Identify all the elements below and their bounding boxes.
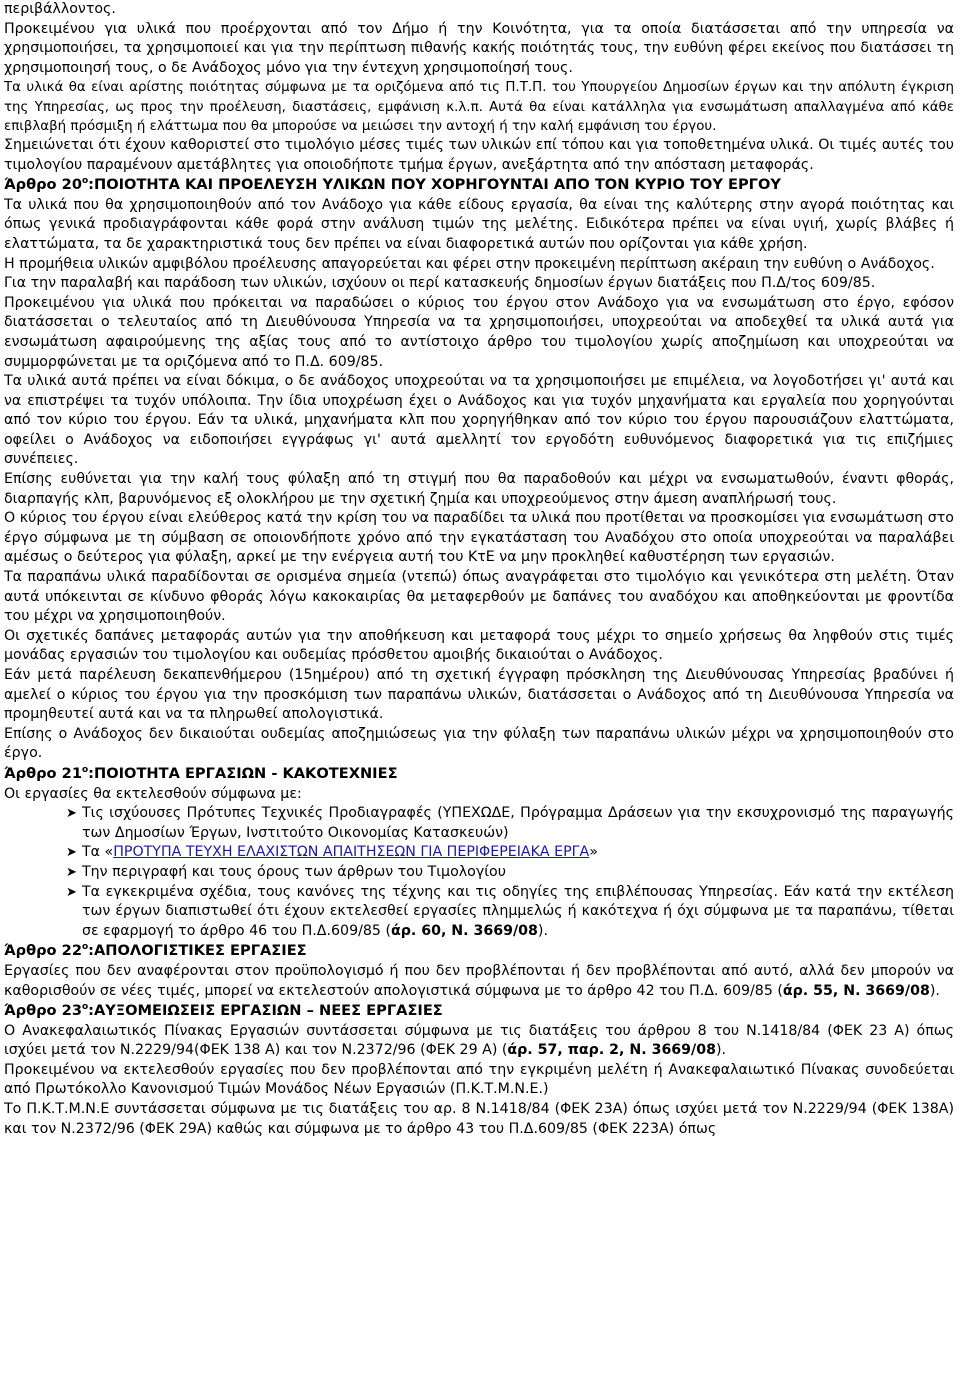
article-20-paragraph: Ο κύριος του έργου είναι ελεύθερος κατά την κρίση του να παραδίδει τα υλικά που προτίθεται να προσκομίσει για ενσωμάτωση στο έργο σύμφωνα με τη σύμβαση σε οποιονδήποτε χρόνο από την εγκατάσταση του Αναδόχου στο οποία υποχρεούται να παραλάβει αμέσως ο δεύτερος για φύλαξη, αρκεί με την ενέργεια αυτή του ΚτΕ να μην προκληθεί καθυστέρηση των εργασιών. (4, 510, 954, 566)
article-22-heading: Άρθρο $22^o:A\Pi O\Lambda O\Gamma I\Sigma TIKE\Sigma$ ΕΡΓΑΣΙΕΣ (4, 942, 307, 960)
article-20-paragraph: Τα παραπάνω υλικά παραδίδονται σε ορισμένα σημεία (ντεπώ) όπως αναγράφεται στο τιμολόγιο και γενικότερα στη μελέτη. Όταν αυτά υπόκεινται σε κίνδυνο φθοράς λόγω κακοκαιρίας θα μεταφερθούν με δαπάνες του αναδόχου και αποθηκεύονται με φροντίδα του μέχρι να χρησιμοποιηθούν. (4, 569, 954, 625)
paragraph-price-note: Σημειώνεται ότι έχουν καθοριστεί στο τιμολόγιο μέσες τιμές των υλικών επί τόπου και για τοποθετημένα υλικά. Οι τιμές αυτές του τιμολογίου παραμένουν αμετάβλητες για οποιοδήποτε τμήμα έργων, ανεξάρτητα από την απόσταση μεταφοράς. (4, 136, 954, 173)
article-20-paragraph: Τα υλικά αυτά πρέπει να είναι δόκιμα, ο δε ανάδοχος υποχρεούται να τα χρησιμοποιήσει με επιμέλεια, να λογοδοτήσει γι' αυτά και να επιστρέψει τα τυχόν υπόλοιπα. Την ίδια υποχρέωση έχει ο Ανάδοχος και για τυχόν μηχανήματα και εργαλεία που χορηγούνται από τον κύριο του έργου. Εάν τα υλικά, μηχανήματα κλπ που χορηγήθηκαν από τον κύριο του έργου παρουσιάζουν ελαττώματα, οφείλει ο Ανάδοχος να ειδοποιήσει εγγράφως γι' αυτά αμελλητί τον εργοδότη ευθυνόμενος διαφορετικά για τις επιζήμιες συνέπειες. (4, 373, 954, 468)
arrow-bullet-icon: ➤ (66, 845, 77, 861)
article-21-heading: Άρθρο $21^o:\Pi OIOTHTA$ ΕΡΓΑΣΙΩΝ - ΚΑΚΟΤΕΧΝΙΕΣ (4, 764, 398, 782)
article-22-paragraph: Εργασίες που δεν αναφέρονται στον προϋπολογισμό ή που δεν προβλέπονται ή δεν προβλέπονται από αυτό, αλλά δεν μπορούν να καθορισθούν σε νέες τιμές, μπορεί να εκτελεστούν απολογιστικά σύμφωνα με το άρθρο 42 του Π.Δ. 609/85 (άρ. 55, Ν. 3669/08). (4, 962, 954, 999)
article-20-paragraph: Οι σχετικές δαπάνες μεταφοράς αυτών για την αποθήκευση και μεταφορά τους μέχρι το σημείο χρήσεως θα ληφθούν στις τιμές μονάδας εργασιών του τιμολογίου και ουδεμίας πρόσθετου αμοιβής δικαιούται ο Ανάδοχος. (4, 627, 954, 664)
paragraph-material-quality: Τα υλικά θα είναι αρίστης ποιότητας σύμφωνα με τα οριζόμενα από τις Π.Τ.Π. του Υπουργείου Δημοσίων έργων και την απόλυτη έγκριση της Υπηρεσίας, ως προς την προέλευση, διαστάσεις, εμφάνιση κ.λ.π. Αυτά θα είναι κατάλληλα για ενσωμάτωση απαλλαγμένα από κάθε επιβλαβή πρόσμιξη ή ελάττωμα που θα μπορούσε να μειώσει την αντοχή ή την καλή εμφάνιση του έργου. (4, 80, 954, 134)
list-item: ➤ Τα «ΠΡΟΤΥΠΑ ΤΕΥΧΗ ΕΛΑΧΙΣΤΩΝ ΑΠΑΙΤΗΣΕΩΝ ΓΙΑ ΠΕΡΙΦΕΡΕΙΑΚΑ ΕΡΓΑ» (66, 843, 954, 863)
article-20-paragraph: Επίσης ο Ανάδοχος δεν δικαιούται ουδεμίας αποζημιώσεως για την φύλαξη των παραπάνω υλικών μέχρι να χρησιμοποιηθούν στο έργο. (4, 725, 954, 762)
paragraph-municipal-materials: Προκειμένου για υλικά που προέρχονται από τον Δήμο ή την Κοινότητα, για τα οποία διατάσσεται από την υπηρεσία να χρησιμοποιήσει, τα χρησιμοποιεί και για την περίπτωση πιθανής κακής ποιότητάς τους, την ευθύνη φέρει εκείνος που διατάσσει τη χρησιμοποιησή τους, ο δε Ανάδοχος μόνο για την έντεχνη χρησιμοποίησή τους. (4, 20, 954, 76)
paragraph-intro-tail: περιβάλλοντος. (4, 1, 116, 17)
arrow-bullet-icon: ➤ (66, 864, 77, 880)
article-23-paragraph: Προκειμένου να εκτελεσθούν εργασίες που δεν προβλέπονται από την εγκριμένη μελέτη ή Ανακεφαλαιωτικό Πίνακας συνοδεύεται από Πρωτόκολλο Κανονισμού Τιμών Μονάδος Νέων Εργασιών (Π.Κ.Τ.Μ.Ν.Ε.) (4, 1061, 954, 1098)
article-20-paragraph: Επίσης ευθύνεται για την καλή τους φύλαξη από τη στιγμή που θα παραδοθούν και μέχρι να ενσωματωθούν, έναντι φθοράς, διαρπαγής κλπ, βαρυνόμενος εξ ολοκλήρου με την σχετική ζημία και υποχρεούμενος στην άμεση αναπλήρωσή τους. (4, 471, 954, 507)
article-20-paragraph: Προκειμένου για υλικά που πρόκειται να παραδώσει ο κύριος του έργου στον Ανάδοχο για να ενσωμάτωση στο έργο, εφόσον διατάσσεται ο τελευταίος από τη Διευθύνουσα Υπηρεσία να τα χρησιμοποιήσει, υποχρεούται να αποδεχθεί τα υλικά αυτά για ενσωμάτωση αφαιρούμενης της αξίας τους από το αντίστοιχο άρθρο του τιμολογίου χωρίς αποζημίωση και υποχρεούται να συμμορφώνεται με τα οριζόμενα από το Π.Δ. 609/85. (4, 294, 954, 370)
article-20-paragraph: Τα υλικά που θα χρησιμοποιηθούν από τον Ανάδοχο για κάθε είδους εργασία, θα είναι της καλύτερης στην αγορά ποιότητας και όπως γενικά προδιαγράφονται κάθε φορά στην ανάλυση τιμών της μελέτης. Ειδικότερα πρέπει να είναι υγιή, χωρίς βλάβες ή ελαττώματα, τα δε χαρακτηριστικά τους δεν πρέπει να είναι διαφορετικά αυτών που ορίζονται για κάθε χρήση. (4, 196, 954, 252)
list-item: ➤ Την περιγραφή και τους όρους των άρθρων του Τιμολογίου (66, 863, 954, 883)
article-23-paragraph: Το Π.Κ.Τ.Μ.Ν.Ε συντάσσεται σύμφωνα με τις διατάξεις του αρ. 8 Ν.1418/84 (ΦΕΚ 23Α) όπως ισχύει μετά τον Ν.2229/94 (ΦΕΚ 138Α) και τον Ν.2372/96 (ΦΕΚ 29Α) καθώς και σύμφωνα με το άρθρο 43 του Π.Δ.609/85 (ΦΕΚ 223Α) όπως (4, 1101, 954, 1137)
regional-works-standards-link[interactable]: ΠΡΟΤΥΠΑ ΤΕΥΧΗ ΕΛΑΧΙΣΤΩΝ ΑΠΑΙΤΗΣΕΩΝ ΓΙΑ ΠΕΡΙΦΕΡΕΙΑΚΑ ΕΡΓΑ (113, 844, 590, 861)
article-20-paragraph: Για την παραλαβή και παράδοση των υλικών, ισχύουν οι περί κατασκευής δημοσίων έργων διατάξεις που Π.Δ/τος 609/85. (4, 275, 876, 292)
article-21-intro: Οι εργασίες θα εκτελεσθούν σύμφωνα με: (4, 785, 302, 802)
arrow-bullet-icon: ➤ (66, 884, 77, 900)
article-23-paragraph: Ο Ανακεφαλαιωτικός Πίνακας Εργασιών συντάσσεται σύμφωνα με τις διατάξεις του άρθρου 8 του Ν.1418/84 (ΦΕΚ 23 Α) όπως ισχύει μετά τον Ν.2229/94(ΦΕΚ 138 Α) και τον Ν.2372/96 (ΦΕΚ 29 Α) (άρ. 57, παρ. 2, Ν. 3669/08). (4, 1022, 954, 1059)
arrow-bullet-icon: ➤ (66, 806, 77, 822)
article-20-paragraph: Η προμήθεια υλικών αμφιβόλου προέλευσης απαγορεύεται και φέρει στην προκειμένη περίπτωση ακέραιη την ευθύνη ο Ανάδοχος. (4, 255, 935, 272)
list-item: ➤ Τα εγκεκριμένα σχέδια, τους κανόνες της τέχνης και τις οδηγίες της επιβλέπουσας Υπηρεσίας. Εάν κατά την εκτέλεση των έργων διαπιστωθεί ότι έχουν εκτελεσθεί εργασίες πλημμελώς ή κακότεχνα ή όχι σύμφωνα με τα παραπάνω, τίθεται σε εφαρμογή το άρθρο 46 του Π.Δ.609/85 (άρ. 60, Ν. 3669/08). (66, 883, 954, 939)
article-23-heading: Άρθρο $23^o:A\Upsilon\Xi OMEI\Omega\Sigma EI\Sigma$ ΕΡΓΑΣΙΩΝ – ΝΕΕΣ ΕΡΓΑΣΙΕΣ (4, 1002, 443, 1020)
list-item: ➤ Τις ισχύουσες Πρότυπες Τεχνικές Προδιαγραφές (ΥΠΕΧΩΔΕ, Πρόγραμμα Δράσεων για την εκσυχρονισμό της παραγωγής των Δημοσίων Έργων, Ινστιτούτο Οικονομίας Κατασκευών) (66, 805, 954, 841)
article-20-heading: Άρθρο $20^o:\Pi OIOTHTA$ ΚΑΙ ΠΡΟΕΛΕΥΣΗ ΥΛΙΚΩΝ ΠΟΥ ΧΟΡΗΓΟΥΝΤΑΙ ΑΠΟ ΤΟΝ ΚΥΡΙΟ ΤΟΥ ΕΡΓΟΥ (4, 176, 781, 194)
article-20-paragraph: Εάν μετά παρέλευση δεκαπενθήμερου (15ημέρου) από τη σχετική έγγραφη πρόσκληση της Διευθύνουσας Υπηρεσίας βραδύνει ή αμελεί ο κύριος του έργου για την προσκόμιση των παραπάνω υλικών, διατάσσεται ο Ανάδοχος από τη Διευθύνουσα Υπηρεσία να προμηθευτεί αυτά και να τα πληρωθεί απολογιστικά. (4, 667, 954, 723)
